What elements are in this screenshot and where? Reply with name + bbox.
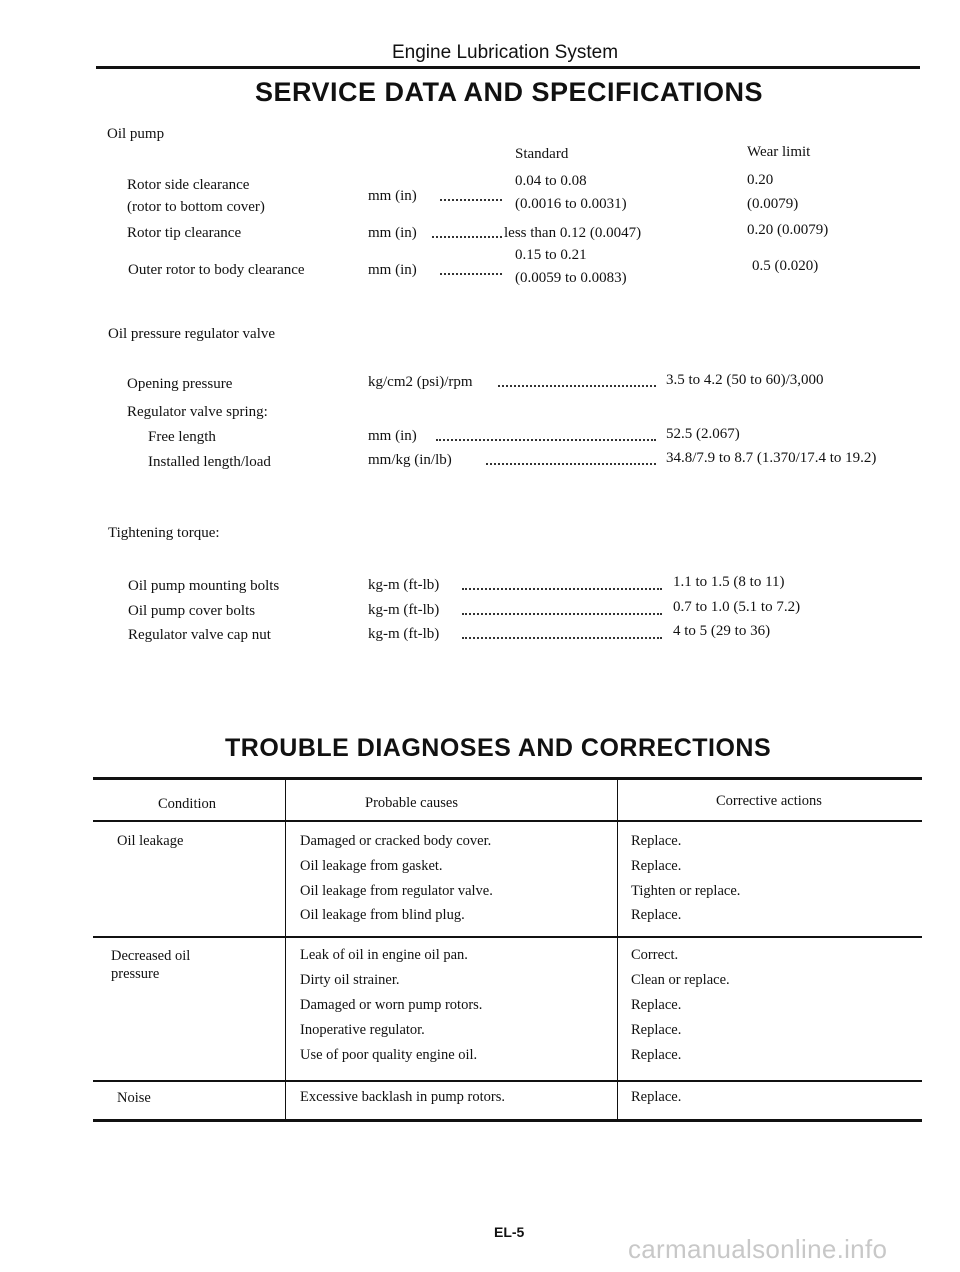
table-cause: Damaged or cracked body cover. (300, 833, 492, 849)
spec-standard: (0.0059 to 0.0083) (515, 270, 627, 286)
table-action: Replace. (631, 1089, 682, 1105)
col-standard: Standard (515, 146, 569, 162)
table-bottom-rule (93, 1119, 922, 1122)
table-action: Replace. (631, 858, 682, 874)
torque-label: Regulator valve cap nut (128, 627, 271, 643)
table-col-divider (617, 779, 618, 1120)
table-cause: Inoperative regulator. (300, 1022, 425, 1038)
leader-dots (462, 588, 662, 590)
table-cause: Use of poor quality engine oil. (300, 1047, 478, 1063)
table-cause: Oil leakage from blind plug. (300, 907, 465, 923)
regulator-title: Oil pressure regulator valve (108, 326, 276, 342)
table-cause: Oil leakage from gasket. (300, 858, 443, 874)
spec-label: Rotor tip clearance (127, 225, 242, 241)
table-action: Replace. (631, 1047, 682, 1063)
installed-length-value: 34.8/7.9 to 8.7 (1.370/17.4 to 19.2) (666, 450, 877, 466)
installed-length-label: Installed length/load (148, 454, 271, 470)
spec-standard: 0.15 to 0.21 (515, 247, 587, 263)
oil-pump-title: Oil pump (107, 126, 165, 142)
table-action: Replace. (631, 833, 682, 849)
leader-dots (498, 385, 656, 387)
section-title: Engine Lubrication System (392, 42, 619, 63)
trouble-heading: TROUBLE DIAGNOSES AND CORRECTIONS (225, 734, 772, 762)
header-rule (96, 66, 920, 69)
torque-title: Tightening torque: (108, 525, 220, 541)
table-condition: Oil leakage (117, 833, 184, 849)
table-col-divider (285, 779, 286, 1120)
leader-dots (462, 613, 662, 615)
table-action: Replace. (631, 997, 682, 1013)
spring-label: Regulator valve spring: (127, 404, 268, 420)
opening-pressure-label: Opening pressure (127, 376, 233, 392)
torque-unit: kg-m (ft-lb) (368, 577, 440, 593)
torque-label: Oil pump cover bolts (128, 603, 256, 619)
torque-value: 0.7 to 1.0 (5.1 to 7.2) (673, 599, 801, 615)
leader-dots (440, 273, 502, 275)
table-condition: pressure (111, 966, 160, 982)
page-number: EL-5 (494, 1224, 525, 1240)
main-heading: SERVICE DATA AND SPECIFICATIONS (255, 77, 764, 107)
spec-wear: 0.5 (0.020) (752, 258, 819, 274)
spec-unit: mm (in) (368, 262, 417, 278)
torque-label: Oil pump mounting bolts (128, 578, 280, 594)
table-group-rule (93, 1080, 922, 1082)
table-header-rule (93, 820, 922, 822)
spec-standard: less than 0.12 (0.0047) (504, 225, 642, 241)
table-header-actions: Corrective actions (716, 793, 822, 809)
installed-length-unit: mm/kg (in/lb) (368, 452, 452, 468)
table-cause: Excessive backlash in pump rotors. (300, 1089, 505, 1105)
table-cause: Dirty oil strainer. (300, 972, 400, 988)
spec-label: Outer rotor to body clearance (128, 262, 305, 278)
spec-label: Rotor side clearance (127, 177, 250, 193)
table-action: Replace. (631, 907, 682, 923)
spec-unit: mm (in) (368, 188, 417, 204)
table-action: Correct. (631, 947, 679, 963)
torque-value: 1.1 to 1.5 (8 to 11) (673, 574, 785, 590)
torque-value: 4 to 5 (29 to 36) (673, 623, 771, 639)
leader-dots (486, 463, 656, 465)
leader-dots (462, 637, 662, 639)
table-action: Replace. (631, 1022, 682, 1038)
spec-standard: (0.0016 to 0.0031) (515, 196, 627, 212)
table-condition: Decreased oil (111, 948, 191, 964)
table-condition: Noise (117, 1090, 151, 1106)
spec-wear: 0.20 (747, 172, 774, 188)
opening-pressure-unit: kg/cm2 (psi)/rpm (368, 374, 473, 390)
free-length-unit: mm (in) (368, 428, 417, 444)
table-action: Tighten or replace. (631, 883, 741, 899)
leader-dots (432, 236, 502, 238)
torque-unit: kg-m (ft-lb) (368, 626, 440, 642)
table-cause: Leak of oil in engine oil pan. (300, 947, 468, 963)
col-wear-limit: Wear limit (747, 144, 811, 160)
table-cause: Oil leakage from regulator valve. (300, 883, 493, 899)
free-length-label: Free length (148, 429, 216, 445)
table-header-causes: Probable causes (365, 795, 459, 811)
table-action: Clean or replace. (631, 972, 730, 988)
table-header-condition: Condition (158, 796, 217, 812)
spec-unit: mm (in) (368, 225, 417, 241)
table-group-rule (93, 936, 922, 938)
leader-dots (440, 199, 502, 201)
table-top-rule (93, 777, 922, 780)
torque-unit: kg-m (ft-lb) (368, 602, 440, 618)
spec-label: (rotor to bottom cover) (127, 199, 265, 215)
leader-dots (436, 439, 656, 441)
spec-wear: 0.20 (0.0079) (747, 222, 829, 238)
opening-pressure-value: 3.5 to 4.2 (50 to 60)/3,000 (666, 372, 824, 388)
spec-standard: 0.04 to 0.08 (515, 173, 587, 189)
table-cause: Damaged or worn pump rotors. (300, 997, 483, 1013)
watermark: carmanualsonline.info (628, 1234, 888, 1264)
free-length-value: 52.5 (2.067) (666, 426, 740, 442)
spec-wear: (0.0079) (747, 196, 799, 212)
